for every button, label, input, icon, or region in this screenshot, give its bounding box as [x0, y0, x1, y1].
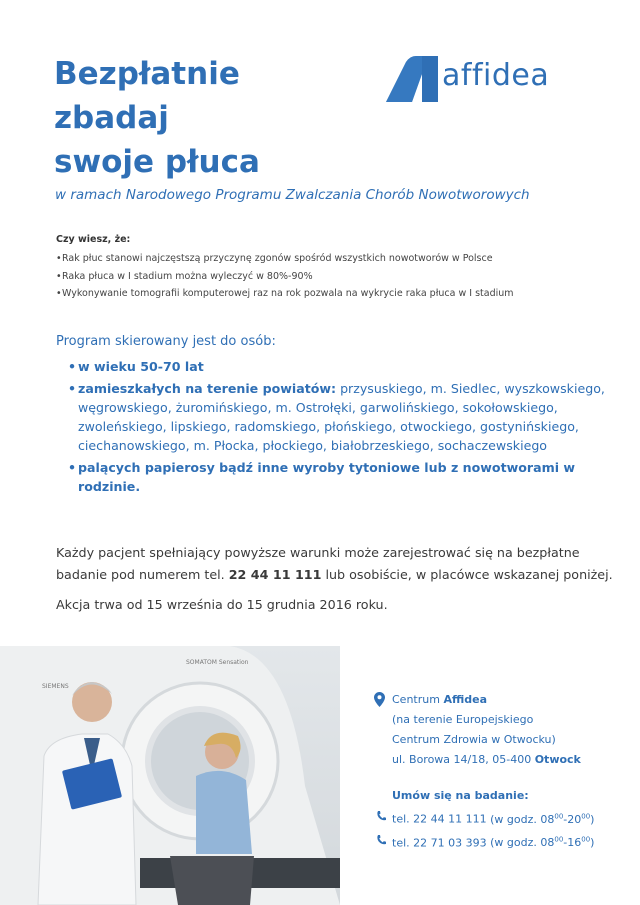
- phone-hours-2-sup-2: 00: [581, 835, 591, 844]
- center-address: [374, 750, 594, 770]
- scanner-model-label: SOMATOM Sensation: [186, 659, 249, 666]
- affidea-logo: [382, 56, 572, 106]
- registration-paragraph: [56, 542, 616, 586]
- phone-hours-1-c: ): [590, 812, 595, 826]
- contact-section: [374, 690, 594, 853]
- subtitle: w ramach Narodowego Programu Zwalczania Chorób Nowotworowych: [55, 187, 530, 203]
- scanner-brand-label: SIEMENS: [42, 683, 69, 690]
- program-heading: Program skierowany jest do osób:: [56, 334, 276, 349]
- criterion-age: [56, 357, 616, 376]
- ct-scanner-photo: [0, 646, 340, 905]
- photo-illustration: [0, 646, 340, 905]
- phone-number-1[interactable]: tel. 22 44 11 111: [392, 812, 487, 826]
- phone-line-2: [374, 830, 594, 854]
- headline-line-2: zbadaj: [54, 100, 169, 136]
- phone-icon: [377, 811, 386, 821]
- phone-hours-2-sup-1: 00: [554, 835, 564, 844]
- phone-number-2[interactable]: tel. 22 71 03 393: [392, 836, 487, 850]
- center-location-line-2: Centrum Zdrowia w Otwocku): [392, 733, 556, 746]
- phone-hours-1-b: -20: [563, 812, 582, 826]
- phone-hours-1-a: (w godz. 08: [490, 812, 555, 826]
- brand-name: affidea: [442, 58, 550, 93]
- center-name: Affidea: [443, 693, 487, 706]
- criterion-smokers-text: palących papierosy bądź inne wyroby tytoniowe lub z nowotworami w rodzinie.: [78, 460, 576, 494]
- facts-heading: Czy wiesz, że:: [56, 234, 131, 245]
- fact-item: • Raka płuca w I stadium można wyleczyć w 80%-90%: [56, 268, 616, 286]
- phone-icon: [377, 835, 386, 845]
- criterion-smokers: [56, 458, 616, 496]
- fact-item: • Rak płuc stanowi najczęstszą przyczynę zgonów spośród wszystkich nowotworów w Polsce: [56, 250, 616, 268]
- headline: [54, 52, 260, 184]
- phone-hours-1-sup-1: 00: [554, 812, 564, 820]
- affidea-logo-mark: [382, 56, 444, 106]
- headline-line-3: swoje płuca: [54, 144, 260, 180]
- phone-hours-2-c: ): [590, 836, 595, 850]
- facts-section: [56, 234, 616, 303]
- fact-item: • Wykonywanie tomografii komputerowej raz na rok pozwala na wykrycie raka płuca w I stadium: [56, 285, 616, 303]
- phone-hours-2-a: (w godz. 08: [490, 836, 555, 850]
- center-street: ul. Borowa 14/18, 05-400: [392, 753, 532, 766]
- phone-hours-2: [490, 836, 594, 849]
- criterion-region-label: zamieszkałych na terenie powiatów:: [78, 381, 337, 396]
- center-prefix: Centrum: [392, 693, 440, 706]
- phone-hours-1-sup-2: 00: [581, 812, 591, 820]
- facts-list: [56, 250, 616, 303]
- phone-hours-2-b: -16: [563, 836, 582, 850]
- registration-text-before: Każdy pacjent spełniający powyższe warunki może zarejestrować się na bezpłatne badanie pod numerem tel.: [56, 545, 580, 582]
- headline-line-1: Bezpłatnie: [54, 56, 240, 92]
- criterion-region: [56, 379, 616, 455]
- location-pin-icon: [374, 692, 385, 707]
- registration-phone[interactable]: 22 44 11 111: [228, 567, 322, 582]
- center-city: Otwock: [534, 753, 581, 766]
- registration-text-after: lub osobiście, w placówce wskazanej poniżej.: [325, 567, 613, 582]
- phone-line-1: [374, 806, 594, 830]
- registration-info: [56, 542, 616, 616]
- booking-label: Umów się na badanie:: [392, 789, 529, 802]
- program-criteria-list: [56, 357, 616, 496]
- criterion-age-text: w wieku 50-70 lat: [78, 359, 204, 374]
- program-section: [56, 334, 616, 499]
- phone-hours-1: [490, 813, 594, 826]
- criterion-region-list: przysuskiego, m. Siedlec, wyszkowskiego, węgrowskiego, żuromińskiego, m. Ostrołęki, garwolińskiego, sokołowskiego, zwoleńskiego, lipskiego, radomskiego, płońskiego, otwockiego, gostynińskiego, ciechanowskiego, m. Płocka, płockiego, białobrzeskiego, sochaczewskiego: [78, 381, 605, 453]
- center-name-line: [374, 690, 594, 710]
- center-location-line-1: (na terenie Europejskiego: [392, 713, 534, 726]
- campaign-dates: Akcja trwa od 15 września do 15 grudnia 2016 roku.: [56, 597, 388, 612]
